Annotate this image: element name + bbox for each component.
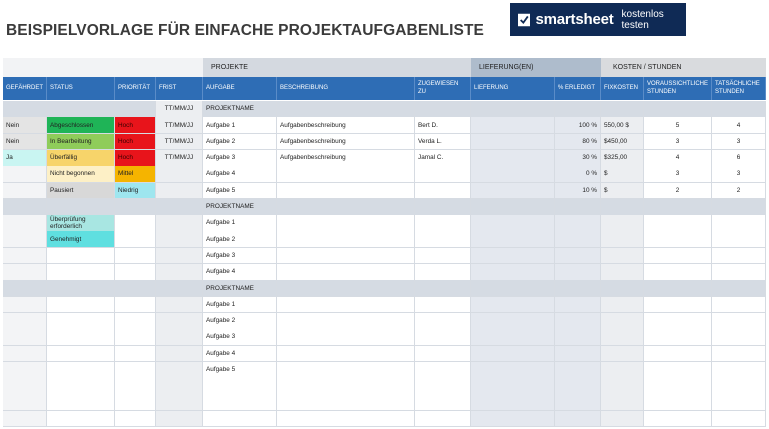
table-cell-frist[interactable] bbox=[156, 264, 203, 281]
table-cell-lief[interactable] bbox=[471, 313, 555, 330]
table-cell-fix[interactable]: $450,00 bbox=[601, 134, 644, 151]
table-cell-prio[interactable] bbox=[115, 264, 156, 281]
table-cell-tat[interactable] bbox=[712, 362, 766, 379]
table-cell-beschr[interactable] bbox=[277, 264, 415, 281]
table-cell-fix[interactable]: 550,00 $ bbox=[601, 117, 644, 134]
table-cell-erl[interactable] bbox=[555, 231, 601, 248]
table-cell-frist[interactable] bbox=[156, 346, 203, 363]
table-cell-aufgabe[interactable]: Aufgabe 2 bbox=[203, 231, 277, 248]
table-cell-lief[interactable] bbox=[471, 264, 555, 281]
table-cell-zug[interactable] bbox=[415, 264, 471, 281]
project-row-cell-zug[interactable] bbox=[415, 101, 471, 118]
project-row-cell-tat[interactable] bbox=[712, 101, 766, 118]
table-cell-prio[interactable] bbox=[115, 329, 156, 346]
table-cell-gef[interactable] bbox=[3, 264, 47, 281]
table-cell-zug[interactable] bbox=[415, 183, 471, 200]
table-cell-erl[interactable] bbox=[555, 264, 601, 281]
page-title: BEISPIELVORLAGE FÜR EINFACHE PROJEKTAUFGABENLISTE bbox=[6, 22, 484, 39]
table-cell-status[interactable]: Überprüfung erforderlich bbox=[47, 215, 115, 232]
table-cell-aufgabe[interactable] bbox=[203, 411, 277, 428]
table-cell-gef[interactable] bbox=[3, 166, 47, 183]
table-cell-prio[interactable] bbox=[115, 378, 156, 395]
project-row-cell-erl[interactable] bbox=[555, 101, 601, 118]
table-cell-frist[interactable]: TT/MM/JJ bbox=[156, 134, 203, 151]
smartsheet-logo: smartsheet bbox=[535, 11, 614, 28]
table-cell-tat[interactable] bbox=[712, 411, 766, 428]
project-row-cell-gef[interactable] bbox=[3, 280, 47, 297]
table-cell-erl[interactable] bbox=[555, 362, 601, 379]
table-cell-beschr[interactable] bbox=[277, 394, 415, 411]
table-cell-gef[interactable] bbox=[3, 378, 47, 395]
table-cell-lief[interactable] bbox=[471, 329, 555, 346]
table-cell-gef[interactable] bbox=[3, 346, 47, 363]
table-cell-aufgabe[interactable]: Aufgabe 5 bbox=[203, 362, 277, 379]
table-cell-vor[interactable] bbox=[644, 362, 712, 379]
column-header-frist[interactable]: FRIST bbox=[156, 77, 203, 100]
table-cell-prio[interactable] bbox=[115, 411, 156, 428]
table-cell-status[interactable]: In Bearbeitung bbox=[47, 134, 115, 151]
column-header-vorstunden[interactable]: VORAUSSICHTLICHE STUNDEN bbox=[644, 77, 712, 100]
table-cell-zug[interactable] bbox=[415, 313, 471, 330]
table-cell-aufgabe[interactable]: Aufgabe 1 bbox=[203, 297, 277, 314]
project-row-cell-aufgabe[interactable]: PROJEKTNAME bbox=[203, 101, 277, 118]
table-cell-tat[interactable] bbox=[712, 313, 766, 330]
table-cell-beschr[interactable]: Aufgabenbeschreibung bbox=[277, 117, 415, 134]
table-cell-prio[interactable] bbox=[115, 231, 156, 248]
section-projects: PROJEKTE bbox=[203, 58, 471, 77]
table-cell-vor[interactable] bbox=[644, 313, 712, 330]
project-row-cell-prio[interactable] bbox=[115, 280, 156, 297]
table-cell-status[interactable] bbox=[47, 362, 115, 379]
table-cell-prio[interactable] bbox=[115, 215, 156, 232]
table-cell-vor[interactable] bbox=[644, 346, 712, 363]
table-cell-prio[interactable]: Mittel bbox=[115, 166, 156, 183]
table-cell-zug[interactable] bbox=[415, 231, 471, 248]
table-cell-status[interactable] bbox=[47, 329, 115, 346]
table-cell-fix[interactable] bbox=[601, 362, 644, 379]
table-cell-frist[interactable] bbox=[156, 394, 203, 411]
table-cell-aufgabe[interactable]: Aufgabe 4 bbox=[203, 166, 277, 183]
table-cell-zug[interactable] bbox=[415, 394, 471, 411]
table-cell-status[interactable] bbox=[47, 264, 115, 281]
table-cell-vor[interactable] bbox=[644, 394, 712, 411]
table-cell-beschr[interactable] bbox=[277, 231, 415, 248]
table-cell-fix[interactable] bbox=[601, 248, 644, 265]
table-cell-vor[interactable]: 2 bbox=[644, 183, 712, 200]
project-row-cell-tat[interactable] bbox=[712, 280, 766, 297]
table-cell-erl[interactable] bbox=[555, 411, 601, 428]
project-row-cell-status[interactable] bbox=[47, 280, 115, 297]
table-cell-zug[interactable] bbox=[415, 378, 471, 395]
project-row-cell-fix[interactable] bbox=[601, 280, 644, 297]
project-row-cell-lief[interactable] bbox=[471, 101, 555, 118]
project-row-cell-vor[interactable] bbox=[644, 199, 712, 216]
table-cell-status[interactable] bbox=[47, 346, 115, 363]
table-cell-lief[interactable] bbox=[471, 297, 555, 314]
table-cell-status[interactable] bbox=[47, 313, 115, 330]
table-cell-zug[interactable] bbox=[415, 362, 471, 379]
table-cell-status[interactable]: Nicht begonnen bbox=[47, 166, 115, 183]
table-cell-beschr[interactable] bbox=[277, 248, 415, 265]
project-row-cell-prio[interactable] bbox=[115, 101, 156, 118]
table-cell-aufgabe[interactable]: Aufgabe 3 bbox=[203, 150, 277, 167]
table-cell-vor[interactable] bbox=[644, 215, 712, 232]
table-cell-lief[interactable] bbox=[471, 362, 555, 379]
table-cell-fix[interactable] bbox=[601, 215, 644, 232]
table-cell-vor[interactable]: 3 bbox=[644, 166, 712, 183]
table-cell-frist[interactable] bbox=[156, 411, 203, 428]
table-cell-vor[interactable]: 4 bbox=[644, 150, 712, 167]
table-cell-tat[interactable] bbox=[712, 215, 766, 232]
column-header-tatstunden[interactable]: TATSÄCHLICHE STUNDEN bbox=[712, 77, 766, 100]
table-cell-erl[interactable] bbox=[555, 215, 601, 232]
table-cell-gef[interactable] bbox=[3, 411, 47, 428]
table-cell-fix[interactable]: $325,00 bbox=[601, 150, 644, 167]
table-cell-beschr[interactable] bbox=[277, 215, 415, 232]
table-cell-status[interactable]: Genehmigt bbox=[47, 231, 115, 248]
table-cell-tat[interactable] bbox=[712, 264, 766, 281]
table-cell-vor[interactable] bbox=[644, 264, 712, 281]
table-cell-lief[interactable] bbox=[471, 166, 555, 183]
table-cell-erl[interactable] bbox=[555, 378, 601, 395]
table-cell-vor[interactable] bbox=[644, 411, 712, 428]
project-row-cell-vor[interactable] bbox=[644, 280, 712, 297]
table-cell-vor[interactable] bbox=[644, 231, 712, 248]
table-cell-tat[interactable]: 3 bbox=[712, 134, 766, 151]
table-cell-erl[interactable] bbox=[555, 346, 601, 363]
table-cell-gef[interactable] bbox=[3, 248, 47, 265]
table-cell-status[interactable]: Pausiert bbox=[47, 183, 115, 200]
table-cell-vor[interactable] bbox=[644, 248, 712, 265]
project-row-cell-gef[interactable] bbox=[3, 199, 47, 216]
try-free-link[interactable]: kostenlos testen bbox=[621, 8, 664, 31]
table-cell-fix[interactable] bbox=[601, 411, 644, 428]
table-cell-prio[interactable] bbox=[115, 313, 156, 330]
table-cell-prio[interactable]: Hoch bbox=[115, 150, 156, 167]
table-cell-beschr[interactable] bbox=[277, 297, 415, 314]
table-cell-erl[interactable]: 100 % bbox=[555, 117, 601, 134]
table-cell-lief[interactable] bbox=[471, 248, 555, 265]
table-cell-tat[interactable] bbox=[712, 346, 766, 363]
table-cell-gef[interactable] bbox=[3, 362, 47, 379]
project-row-cell-frist[interactable] bbox=[156, 280, 203, 297]
project-row-cell-beschr[interactable] bbox=[277, 101, 415, 118]
table-cell-gef[interactable] bbox=[3, 313, 47, 330]
table-cell-status[interactable] bbox=[47, 411, 115, 428]
column-header-lieferung[interactable]: LIEFERUNG bbox=[471, 77, 555, 100]
table-cell-fix[interactable] bbox=[601, 378, 644, 395]
table-cell-frist[interactable] bbox=[156, 248, 203, 265]
table-cell-zug[interactable] bbox=[415, 297, 471, 314]
table-cell-frist[interactable]: TT/MM/JJ bbox=[156, 150, 203, 167]
table-cell-beschr[interactable] bbox=[277, 166, 415, 183]
project-row-cell-frist[interactable]: TT/MM/JJ bbox=[156, 101, 203, 118]
table-cell-fix[interactable] bbox=[601, 329, 644, 346]
table-cell-status[interactable] bbox=[47, 248, 115, 265]
table-cell-frist[interactable] bbox=[156, 329, 203, 346]
table-cell-erl[interactable] bbox=[555, 297, 601, 314]
table-cell-erl[interactable] bbox=[555, 248, 601, 265]
project-row-cell-zug[interactable] bbox=[415, 199, 471, 216]
column-header-status[interactable]: STATUS bbox=[47, 77, 115, 100]
table-cell-prio[interactable] bbox=[115, 394, 156, 411]
column-header-fixkosten[interactable]: FIXKOSTEN bbox=[601, 77, 644, 100]
table-cell-frist[interactable] bbox=[156, 183, 203, 200]
table-cell-beschr[interactable] bbox=[277, 411, 415, 428]
table-cell-prio[interactable] bbox=[115, 297, 156, 314]
table-cell-aufgabe[interactable]: Aufgabe 5 bbox=[203, 183, 277, 200]
table-cell-lief[interactable] bbox=[471, 183, 555, 200]
table-cell-lief[interactable] bbox=[471, 117, 555, 134]
project-row-cell-frist[interactable] bbox=[156, 199, 203, 216]
table-cell-gef[interactable] bbox=[3, 297, 47, 314]
table-cell-frist[interactable] bbox=[156, 297, 203, 314]
column-header-gefaehrdet[interactable]: GEFÄHRDET bbox=[3, 77, 47, 100]
table-cell-vor[interactable]: 3 bbox=[644, 134, 712, 151]
table-cell-status[interactable]: Abgeschlossen bbox=[47, 117, 115, 134]
table-cell-erl[interactable]: 10 % bbox=[555, 183, 601, 200]
table-cell-vor[interactable] bbox=[644, 297, 712, 314]
table-cell-prio[interactable] bbox=[115, 346, 156, 363]
project-row-cell-beschr[interactable] bbox=[277, 199, 415, 216]
table-cell-tat[interactable] bbox=[712, 329, 766, 346]
project-row-cell-aufgabe[interactable]: PROJEKTNAME bbox=[203, 280, 277, 297]
table-cell-lief[interactable] bbox=[471, 394, 555, 411]
table-cell-beschr[interactable] bbox=[277, 346, 415, 363]
project-row-cell-lief[interactable] bbox=[471, 199, 555, 216]
table-cell-zug[interactable] bbox=[415, 329, 471, 346]
table-cell-aufgabe[interactable]: Aufgabe 3 bbox=[203, 248, 277, 265]
table-cell-erl[interactable]: 30 % bbox=[555, 150, 601, 167]
table-cell-fix[interactable] bbox=[601, 231, 644, 248]
table-cell-zug[interactable] bbox=[415, 166, 471, 183]
table-cell-prio[interactable] bbox=[115, 362, 156, 379]
table-cell-prio[interactable]: Niedrig bbox=[115, 183, 156, 200]
section-costs: KOSTEN / STUNDEN bbox=[601, 58, 766, 77]
table-cell-zug[interactable]: Verda L. bbox=[415, 134, 471, 151]
table-cell-tat[interactable]: 6 bbox=[712, 150, 766, 167]
table-cell-aufgabe[interactable]: Aufgabe 1 bbox=[203, 215, 277, 232]
table-cell-vor[interactable]: 5 bbox=[644, 117, 712, 134]
table-cell-beschr[interactable] bbox=[277, 329, 415, 346]
table-cell-zug[interactable] bbox=[415, 215, 471, 232]
table-cell-frist[interactable]: TT/MM/JJ bbox=[156, 117, 203, 134]
column-header-erledigt[interactable]: % ERLEDIGT bbox=[555, 77, 601, 100]
table-cell-tat[interactable] bbox=[712, 378, 766, 395]
table-cell-tat[interactable]: 4 bbox=[712, 117, 766, 134]
table-cell-aufgabe[interactable]: Aufgabe 2 bbox=[203, 313, 277, 330]
project-row-cell-zug[interactable] bbox=[415, 280, 471, 297]
table-cell-tat[interactable] bbox=[712, 231, 766, 248]
table-cell-fix[interactable] bbox=[601, 394, 644, 411]
table-cell-gef[interactable] bbox=[3, 183, 47, 200]
table-cell-zug[interactable]: Bert D. bbox=[415, 117, 471, 134]
table-cell-tat[interactable]: 2 bbox=[712, 183, 766, 200]
project-row-cell-erl[interactable] bbox=[555, 280, 601, 297]
project-row-cell-lief[interactable] bbox=[471, 280, 555, 297]
table-cell-zug[interactable] bbox=[415, 248, 471, 265]
table-cell-frist[interactable] bbox=[156, 362, 203, 379]
table-cell-fix[interactable] bbox=[601, 297, 644, 314]
table-cell-status[interactable] bbox=[47, 378, 115, 395]
table-cell-gef[interactable] bbox=[3, 231, 47, 248]
project-row-cell-aufgabe[interactable]: PROJEKTNAME bbox=[203, 199, 277, 216]
table-cell-tat[interactable] bbox=[712, 394, 766, 411]
table-cell-vor[interactable] bbox=[644, 329, 712, 346]
table-cell-frist[interactable] bbox=[156, 166, 203, 183]
project-row-cell-fix[interactable] bbox=[601, 101, 644, 118]
table-cell-lief[interactable] bbox=[471, 231, 555, 248]
table-cell-beschr[interactable] bbox=[277, 313, 415, 330]
table-cell-zug[interactable] bbox=[415, 411, 471, 428]
table-cell-erl[interactable] bbox=[555, 313, 601, 330]
table-cell-aufgabe[interactable]: Aufgabe 4 bbox=[203, 346, 277, 363]
table-cell-zug[interactable]: Jamal C. bbox=[415, 150, 471, 167]
table-cell-gef[interactable] bbox=[3, 394, 47, 411]
table-cell-lief[interactable] bbox=[471, 134, 555, 151]
table-cell-lief[interactable] bbox=[471, 411, 555, 428]
table-cell-tat[interactable]: 3 bbox=[712, 166, 766, 183]
table-cell-aufgabe[interactable]: Aufgabe 3 bbox=[203, 329, 277, 346]
project-row-cell-erl[interactable] bbox=[555, 199, 601, 216]
project-row-cell-gef[interactable] bbox=[3, 101, 47, 118]
project-row-cell-fix[interactable] bbox=[601, 199, 644, 216]
table-cell-fix[interactable] bbox=[601, 264, 644, 281]
table-cell-aufgabe[interactable]: Aufgabe 1 bbox=[203, 117, 277, 134]
table-cell-aufgabe[interactable]: Aufgabe 2 bbox=[203, 134, 277, 151]
project-row-cell-beschr[interactable] bbox=[277, 280, 415, 297]
column-header-beschreibung[interactable]: BESCHREIBUNG bbox=[277, 77, 415, 100]
table-cell-beschr[interactable]: Aufgabenbeschreibung bbox=[277, 134, 415, 151]
column-header-prioritaet[interactable]: PRIORITÄT bbox=[115, 77, 156, 100]
table-cell-fix[interactable] bbox=[601, 313, 644, 330]
table-cell-fix[interactable] bbox=[601, 346, 644, 363]
table-cell-prio[interactable]: Hoch bbox=[115, 134, 156, 151]
column-header-zugewiesen[interactable]: ZUGEWIESEN ZU bbox=[415, 77, 471, 100]
table-cell-gef[interactable] bbox=[3, 215, 47, 232]
table-cell-frist[interactable] bbox=[156, 313, 203, 330]
table-cell-erl[interactable]: 0 % bbox=[555, 166, 601, 183]
table-cell-beschr[interactable] bbox=[277, 378, 415, 395]
section-delivery: LIEFERUNG(EN) bbox=[471, 58, 601, 77]
table-cell-lief[interactable] bbox=[471, 346, 555, 363]
table-cell-gef[interactable]: Nein bbox=[3, 117, 47, 134]
table-cell-beschr[interactable]: Aufgabenbeschreibung bbox=[277, 150, 415, 167]
table-cell-aufgabe[interactable] bbox=[203, 378, 277, 395]
column-header-aufgabe[interactable]: AUFGABE bbox=[203, 77, 277, 100]
table-cell-status[interactable] bbox=[47, 297, 115, 314]
table-cell-zug[interactable] bbox=[415, 346, 471, 363]
table-cell-tat[interactable] bbox=[712, 248, 766, 265]
table-cell-aufgabe[interactable] bbox=[203, 394, 277, 411]
table-cell-frist[interactable] bbox=[156, 215, 203, 232]
table-cell-lief[interactable] bbox=[471, 215, 555, 232]
table-cell-frist[interactable] bbox=[156, 231, 203, 248]
table-cell-lief[interactable] bbox=[471, 150, 555, 167]
table-cell-erl[interactable]: 80 % bbox=[555, 134, 601, 151]
project-row-cell-tat[interactable] bbox=[712, 199, 766, 216]
table-cell-status[interactable]: Überfällig bbox=[47, 150, 115, 167]
table-cell-gef[interactable] bbox=[3, 329, 47, 346]
section-blank bbox=[3, 58, 203, 77]
table-cell-gef[interactable]: Ja bbox=[3, 150, 47, 167]
table-cell-beschr[interactable] bbox=[277, 183, 415, 200]
table-cell-erl[interactable] bbox=[555, 394, 601, 411]
table-cell-erl[interactable] bbox=[555, 329, 601, 346]
table-cell-tat[interactable] bbox=[712, 297, 766, 314]
table-cell-prio[interactable]: Hoch bbox=[115, 117, 156, 134]
project-row-cell-status[interactable] bbox=[47, 101, 115, 118]
table-cell-fix[interactable]: $ bbox=[601, 166, 644, 183]
project-row-cell-vor[interactable] bbox=[644, 101, 712, 118]
project-row-cell-prio[interactable] bbox=[115, 199, 156, 216]
project-row-cell-status[interactable] bbox=[47, 199, 115, 216]
table-cell-vor[interactable] bbox=[644, 378, 712, 395]
table-cell-prio[interactable] bbox=[115, 248, 156, 265]
table-cell-status[interactable] bbox=[47, 394, 115, 411]
table-cell-frist[interactable] bbox=[156, 378, 203, 395]
table-cell-aufgabe[interactable]: Aufgabe 4 bbox=[203, 264, 277, 281]
table-cell-fix[interactable]: $ bbox=[601, 183, 644, 200]
table-cell-gef[interactable]: Nein bbox=[3, 134, 47, 151]
table-cell-lief[interactable] bbox=[471, 378, 555, 395]
table-cell-beschr[interactable] bbox=[277, 362, 415, 379]
